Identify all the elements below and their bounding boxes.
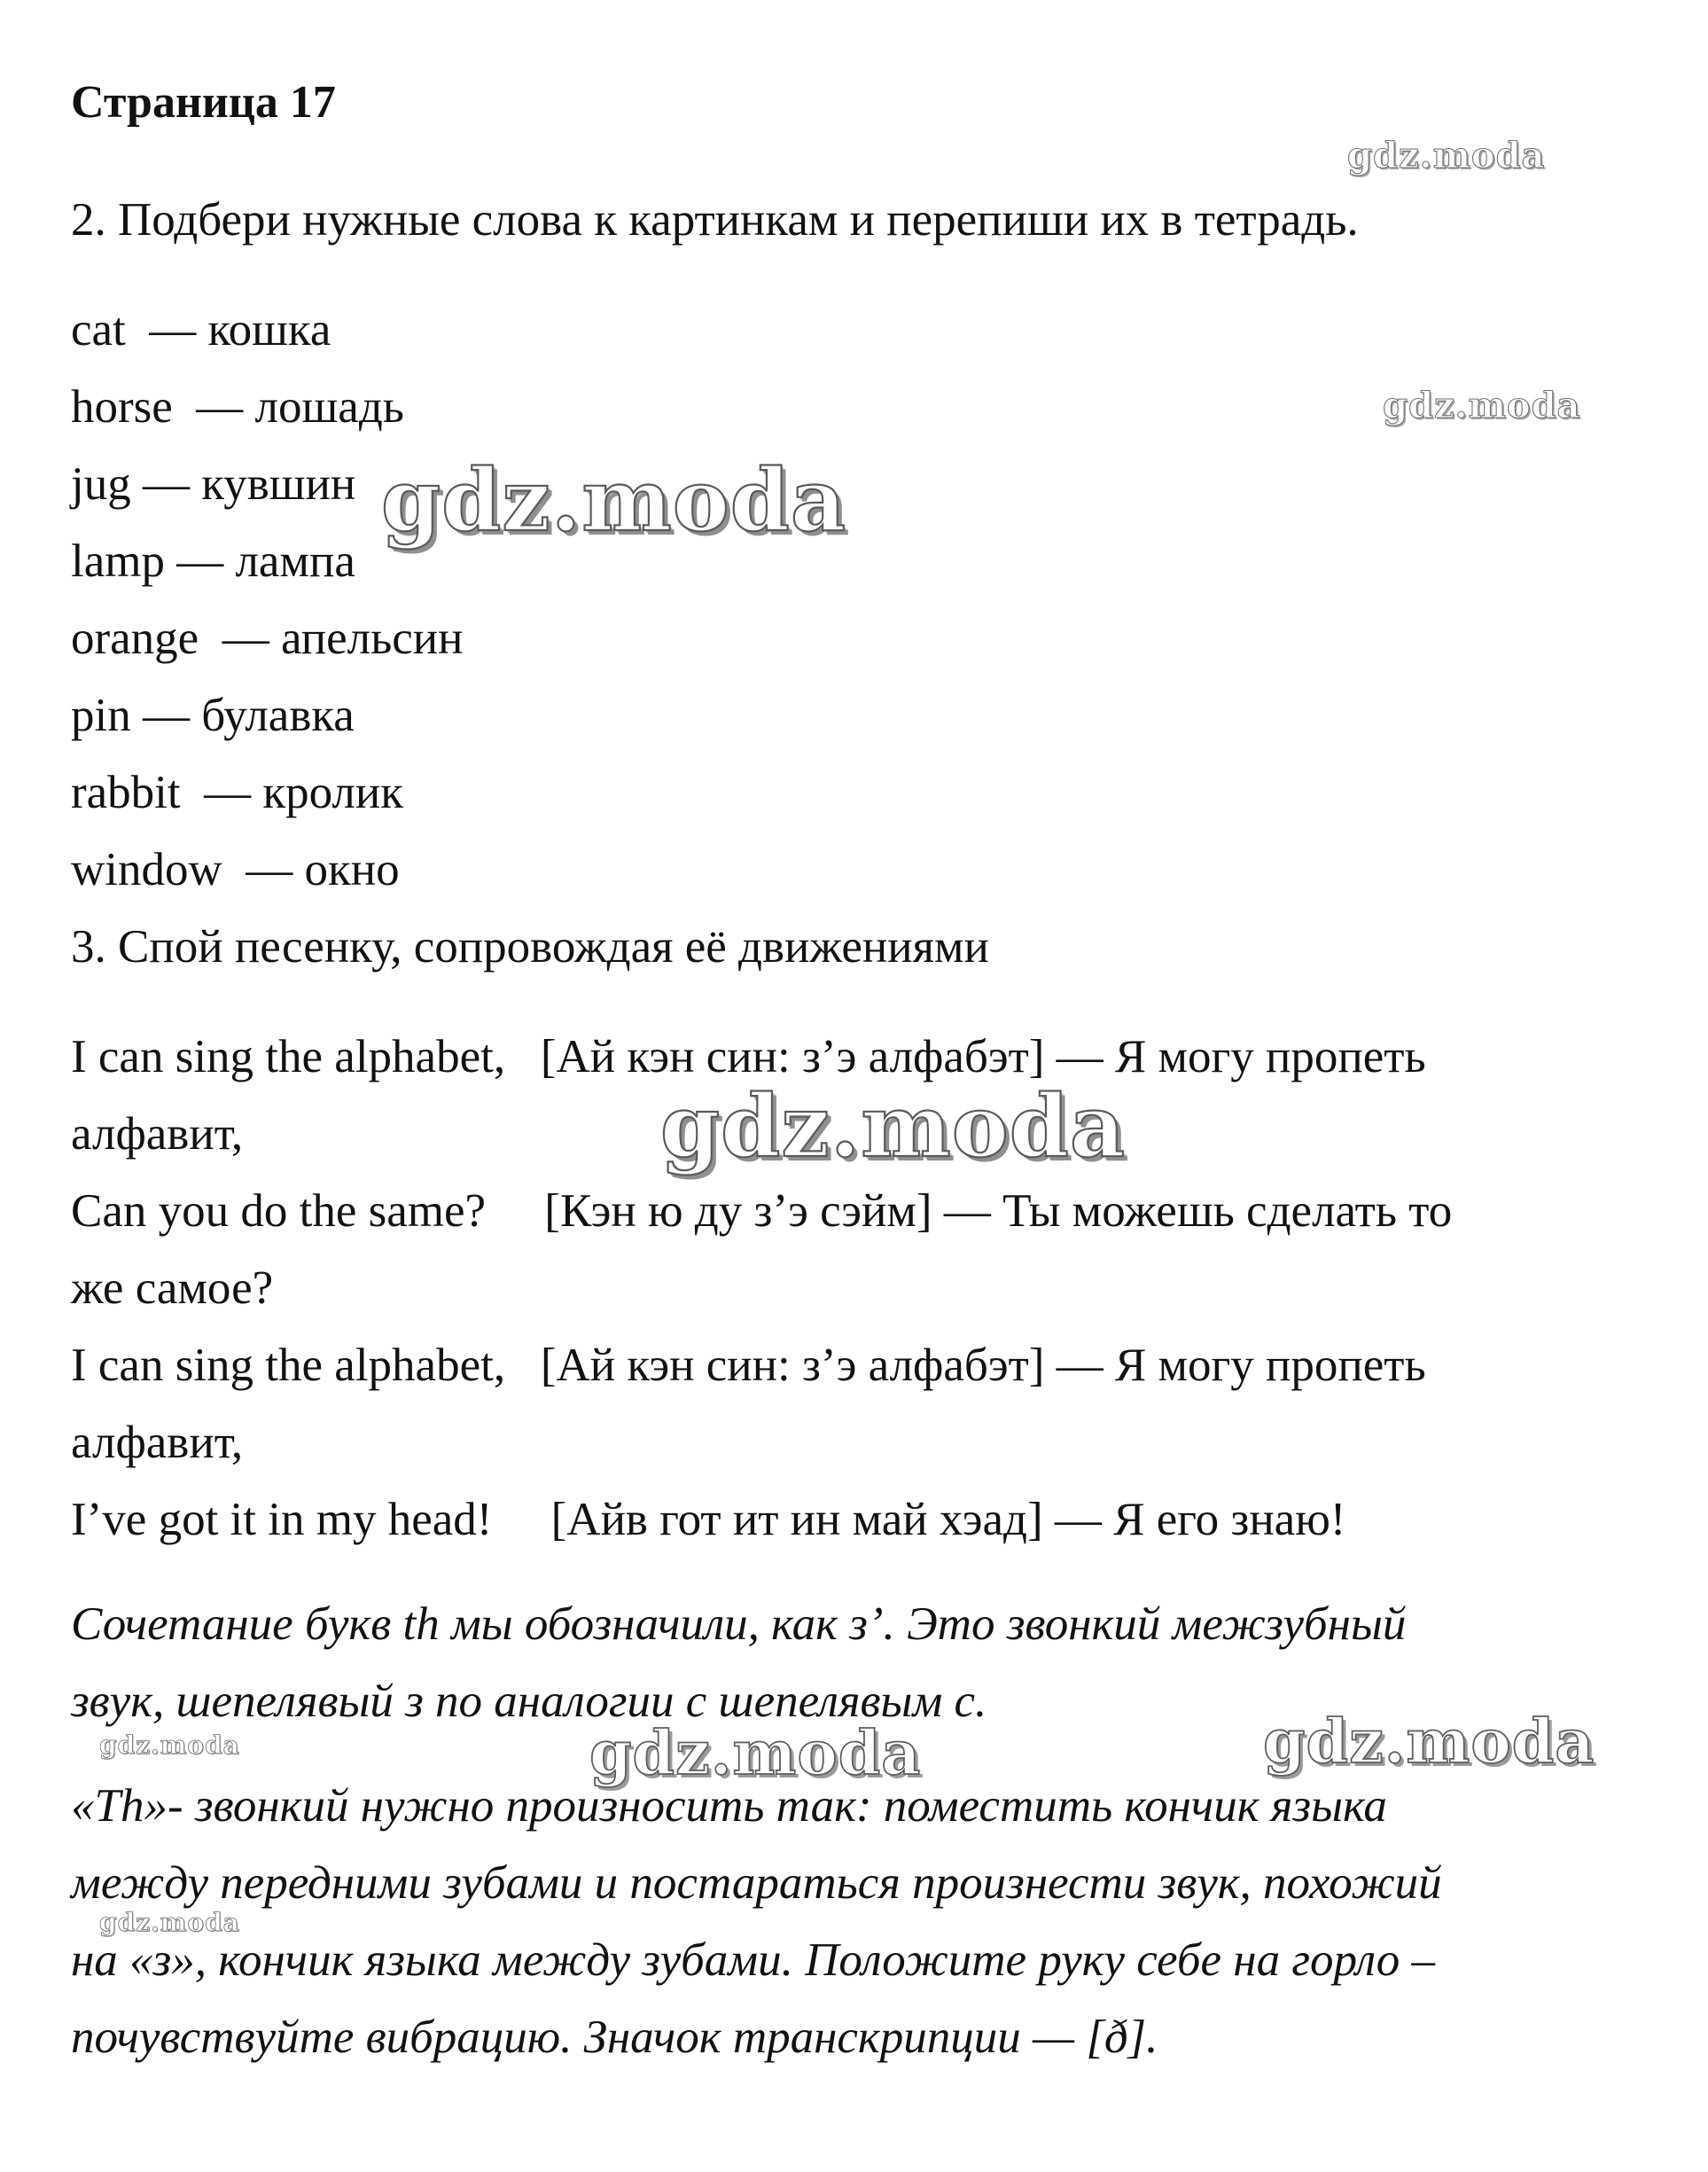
note-line: звук, шепелявый з по аналогии с шепелявым с. bbox=[71, 1676, 987, 1727]
page-title: Страница 17 bbox=[71, 77, 336, 128]
song-line: алфавит, bbox=[71, 1108, 244, 1160]
song-line: же самое? bbox=[71, 1262, 274, 1314]
note-line: Сочетание букв th мы обозначили, как з’. Это звонкий межзубный bbox=[71, 1598, 1407, 1650]
word-pair: pin — булавка bbox=[71, 690, 355, 741]
song-line: Can you do the same? [Кэн ю ду з’э сэйм] — Ты можешь сделать то bbox=[71, 1185, 1453, 1237]
watermark-logo: gdz.moda bbox=[1263, 1707, 1595, 1777]
watermark-logo: gdz.moda bbox=[660, 1076, 1127, 1176]
watermark-logo: gdz.moda bbox=[99, 1908, 240, 1937]
song-line: I’ve got it in my head! [Айв гот ит ин май хэад] — Я его знаю! bbox=[71, 1494, 1346, 1545]
word-pair: horse — лошадь bbox=[71, 381, 404, 433]
watermark-logo: gdz.moda bbox=[1383, 385, 1581, 426]
song-line: I can sing the alphabet, [Ай кэн син: з’э алфабэт] — Я могу пропеть bbox=[71, 1031, 1426, 1082]
word-pair: orange — апельсин bbox=[71, 613, 464, 664]
watermark-logo: gdz.moda bbox=[381, 450, 847, 551]
word-pair: window — окно bbox=[71, 844, 400, 895]
song-line: I can sing the alphabet, [Ай кэн син: з’э алфабэт] — Я могу пропеть bbox=[71, 1340, 1426, 1391]
note-line: почувствуйте вибрацию. Значок транскрипции — [ð]. bbox=[71, 2012, 1158, 2063]
task2-heading: 2. Подбери нужные слова к картинкам и перепиши их в тетрадь. bbox=[71, 194, 1359, 246]
word-pair: rabbit — кролик bbox=[71, 767, 403, 818]
watermark-logo: gdz.moda bbox=[99, 1731, 240, 1760]
task3-heading: 3. Спой песенку, сопровождая её движениями bbox=[71, 921, 989, 973]
note-line: между передними зубами и постараться произнести звук, похожий bbox=[71, 1857, 1442, 1909]
watermark-logo: gdz.moda bbox=[589, 1718, 922, 1789]
word-pair: jug — кувшин bbox=[71, 458, 356, 510]
song-line: алфавит, bbox=[71, 1417, 244, 1468]
word-pair: cat — кошка bbox=[71, 304, 331, 355]
word-pair: lamp — лампа bbox=[71, 535, 355, 587]
note-line: «Th»- звонкий нужно произносить так: поместить кончик языка bbox=[71, 1780, 1387, 1832]
watermark-logo: gdz.moda bbox=[1347, 135, 1546, 176]
note-line: на «з», кончик языка между зубами. Положите руку себе на горло – bbox=[71, 1934, 1435, 1986]
